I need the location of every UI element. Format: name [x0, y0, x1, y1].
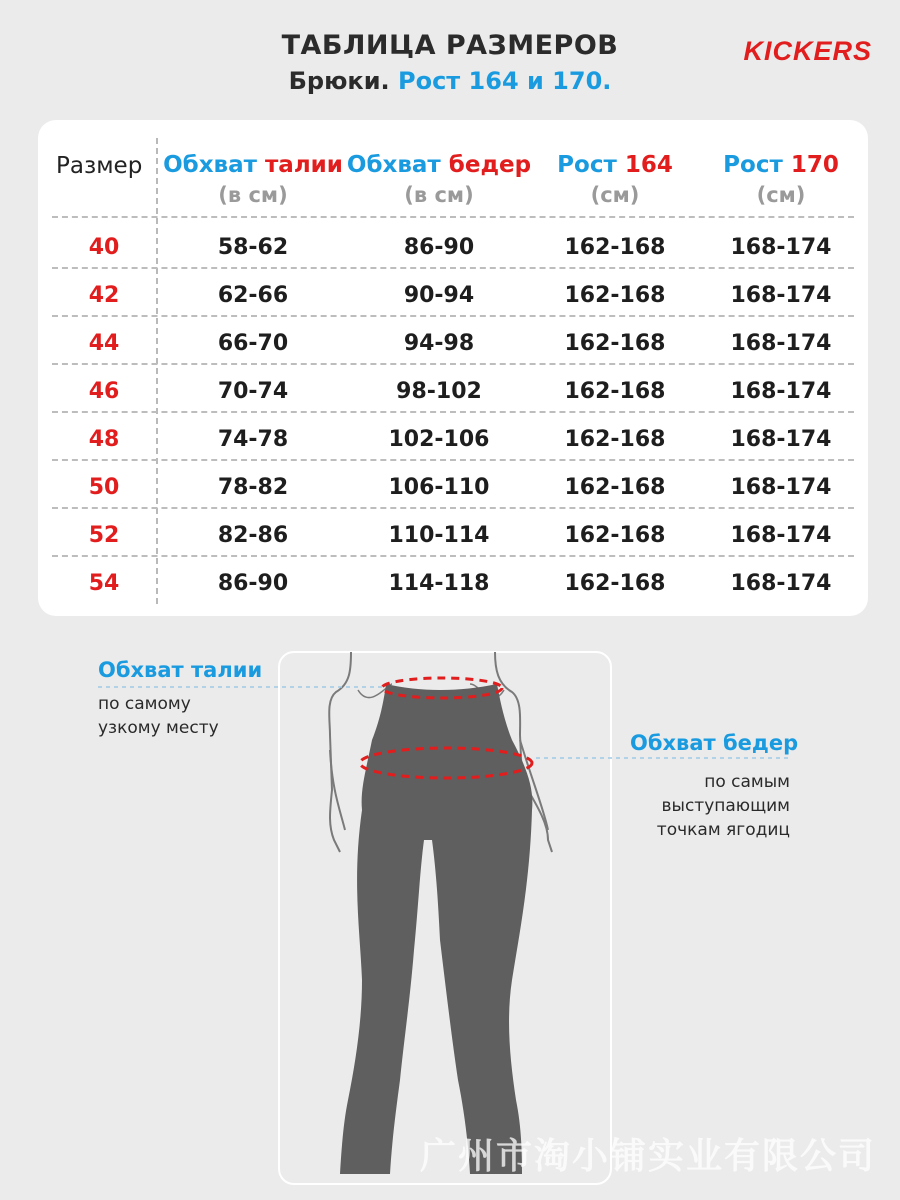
cell-waist: 82-86 [217, 523, 289, 548]
hips-label-note [657, 770, 790, 842]
waist-note-line: по самому [98, 694, 191, 714]
cell-hips: 98-102 [396, 379, 482, 404]
cell-size: 54 [88, 571, 120, 596]
waist-label-note [98, 692, 219, 740]
cell-height-170: 168-174 [730, 331, 832, 356]
header-h170-b: 170 [790, 152, 839, 178]
row-divider [52, 216, 854, 218]
cell-waist: 86-90 [217, 571, 289, 596]
cell-height-170: 168-174 [730, 235, 832, 260]
cell-height-170: 168-174 [730, 379, 832, 404]
cell-hips: 102-106 [388, 427, 490, 452]
cell-height-170: 168-174 [730, 571, 832, 596]
header-h164-a: Рост [557, 152, 617, 178]
cell-hips: 86-90 [403, 235, 475, 260]
torso-left-outline [329, 652, 351, 852]
cell-size: 46 [88, 379, 120, 404]
header-height-164 [532, 150, 698, 210]
subtitle-prefix: Брюки. [288, 67, 390, 95]
header-waist-a: Обхват [163, 152, 257, 178]
cell-height-170: 168-174 [730, 523, 832, 548]
table-row [38, 464, 868, 512]
pants-shape [340, 684, 532, 1174]
cell-waist: 70-74 [217, 379, 289, 404]
header-hips-unit: (в см) [404, 183, 474, 207]
header-waist-unit: (в см) [218, 183, 288, 207]
cell-hips: 114-118 [388, 571, 490, 596]
cell-waist: 62-66 [217, 283, 289, 308]
header-size: Размер [56, 153, 143, 179]
cell-height-164: 162-168 [564, 235, 666, 260]
header-waist-b: талии [264, 152, 343, 178]
page-subtitle [0, 67, 900, 95]
cell-height-170: 168-174 [730, 283, 832, 308]
header-h164-b: 164 [624, 152, 673, 178]
table-row [38, 560, 868, 608]
hips-note-line: точкам ягодиц [656, 820, 790, 840]
watermark: 广州市淘小铺实业有限公司 [420, 1136, 877, 1177]
cell-waist: 74-78 [217, 427, 289, 452]
cell-height-164: 162-168 [564, 571, 666, 596]
header-height-170 [698, 150, 864, 210]
cell-height-170: 168-174 [730, 427, 832, 452]
header-hips-a: Обхват [346, 152, 441, 178]
hips-note-line: выступающим [661, 796, 790, 816]
header-h164-unit: (см) [590, 183, 640, 207]
cell-size: 40 [88, 235, 120, 260]
table-row [38, 416, 868, 464]
cell-height-164: 162-168 [564, 475, 666, 500]
cell-size: 44 [88, 331, 120, 356]
table-row [38, 368, 868, 416]
header-h170-unit: (см) [756, 183, 806, 207]
cell-size: 48 [88, 427, 120, 452]
header-h170-a: Рост [723, 152, 783, 178]
hips-label-title: Обхват бедер [630, 731, 799, 755]
hips-note-line: по самым [704, 772, 790, 792]
cell-waist: 78-82 [217, 475, 289, 500]
table-row [38, 224, 868, 272]
cell-hips: 94-98 [403, 331, 475, 356]
cell-height-164: 162-168 [564, 331, 666, 356]
brand-logo: KICKERS [743, 36, 872, 66]
header-hips [346, 150, 532, 210]
cell-size: 42 [88, 283, 120, 308]
waist-label-title: Обхват талии [98, 658, 263, 682]
cell-height-170: 168-174 [730, 475, 832, 500]
cell-height-164: 162-168 [564, 283, 666, 308]
cell-hips: 110-114 [388, 523, 490, 548]
header-waist [160, 150, 346, 210]
page-title: ТАБЛИЦА РАЗМЕРОВ [281, 30, 619, 61]
cell-hips: 106-110 [388, 475, 490, 500]
cell-hips: 90-94 [403, 283, 475, 308]
subtitle-highlight: Рост 164 и 170. [397, 67, 612, 95]
cell-size: 50 [88, 475, 120, 500]
header-hips-b: бедер [448, 152, 532, 178]
cell-height-164: 162-168 [564, 379, 666, 404]
cell-waist: 66-70 [217, 331, 289, 356]
size-table [38, 120, 868, 616]
cell-waist: 58-62 [217, 235, 289, 260]
cell-height-164: 162-168 [564, 427, 666, 452]
table-row [38, 512, 868, 560]
table-row [38, 320, 868, 368]
cell-size: 52 [88, 523, 120, 548]
table-row [38, 272, 868, 320]
waist-note-line: узкому месту [98, 718, 219, 738]
cell-height-164: 162-168 [564, 523, 666, 548]
